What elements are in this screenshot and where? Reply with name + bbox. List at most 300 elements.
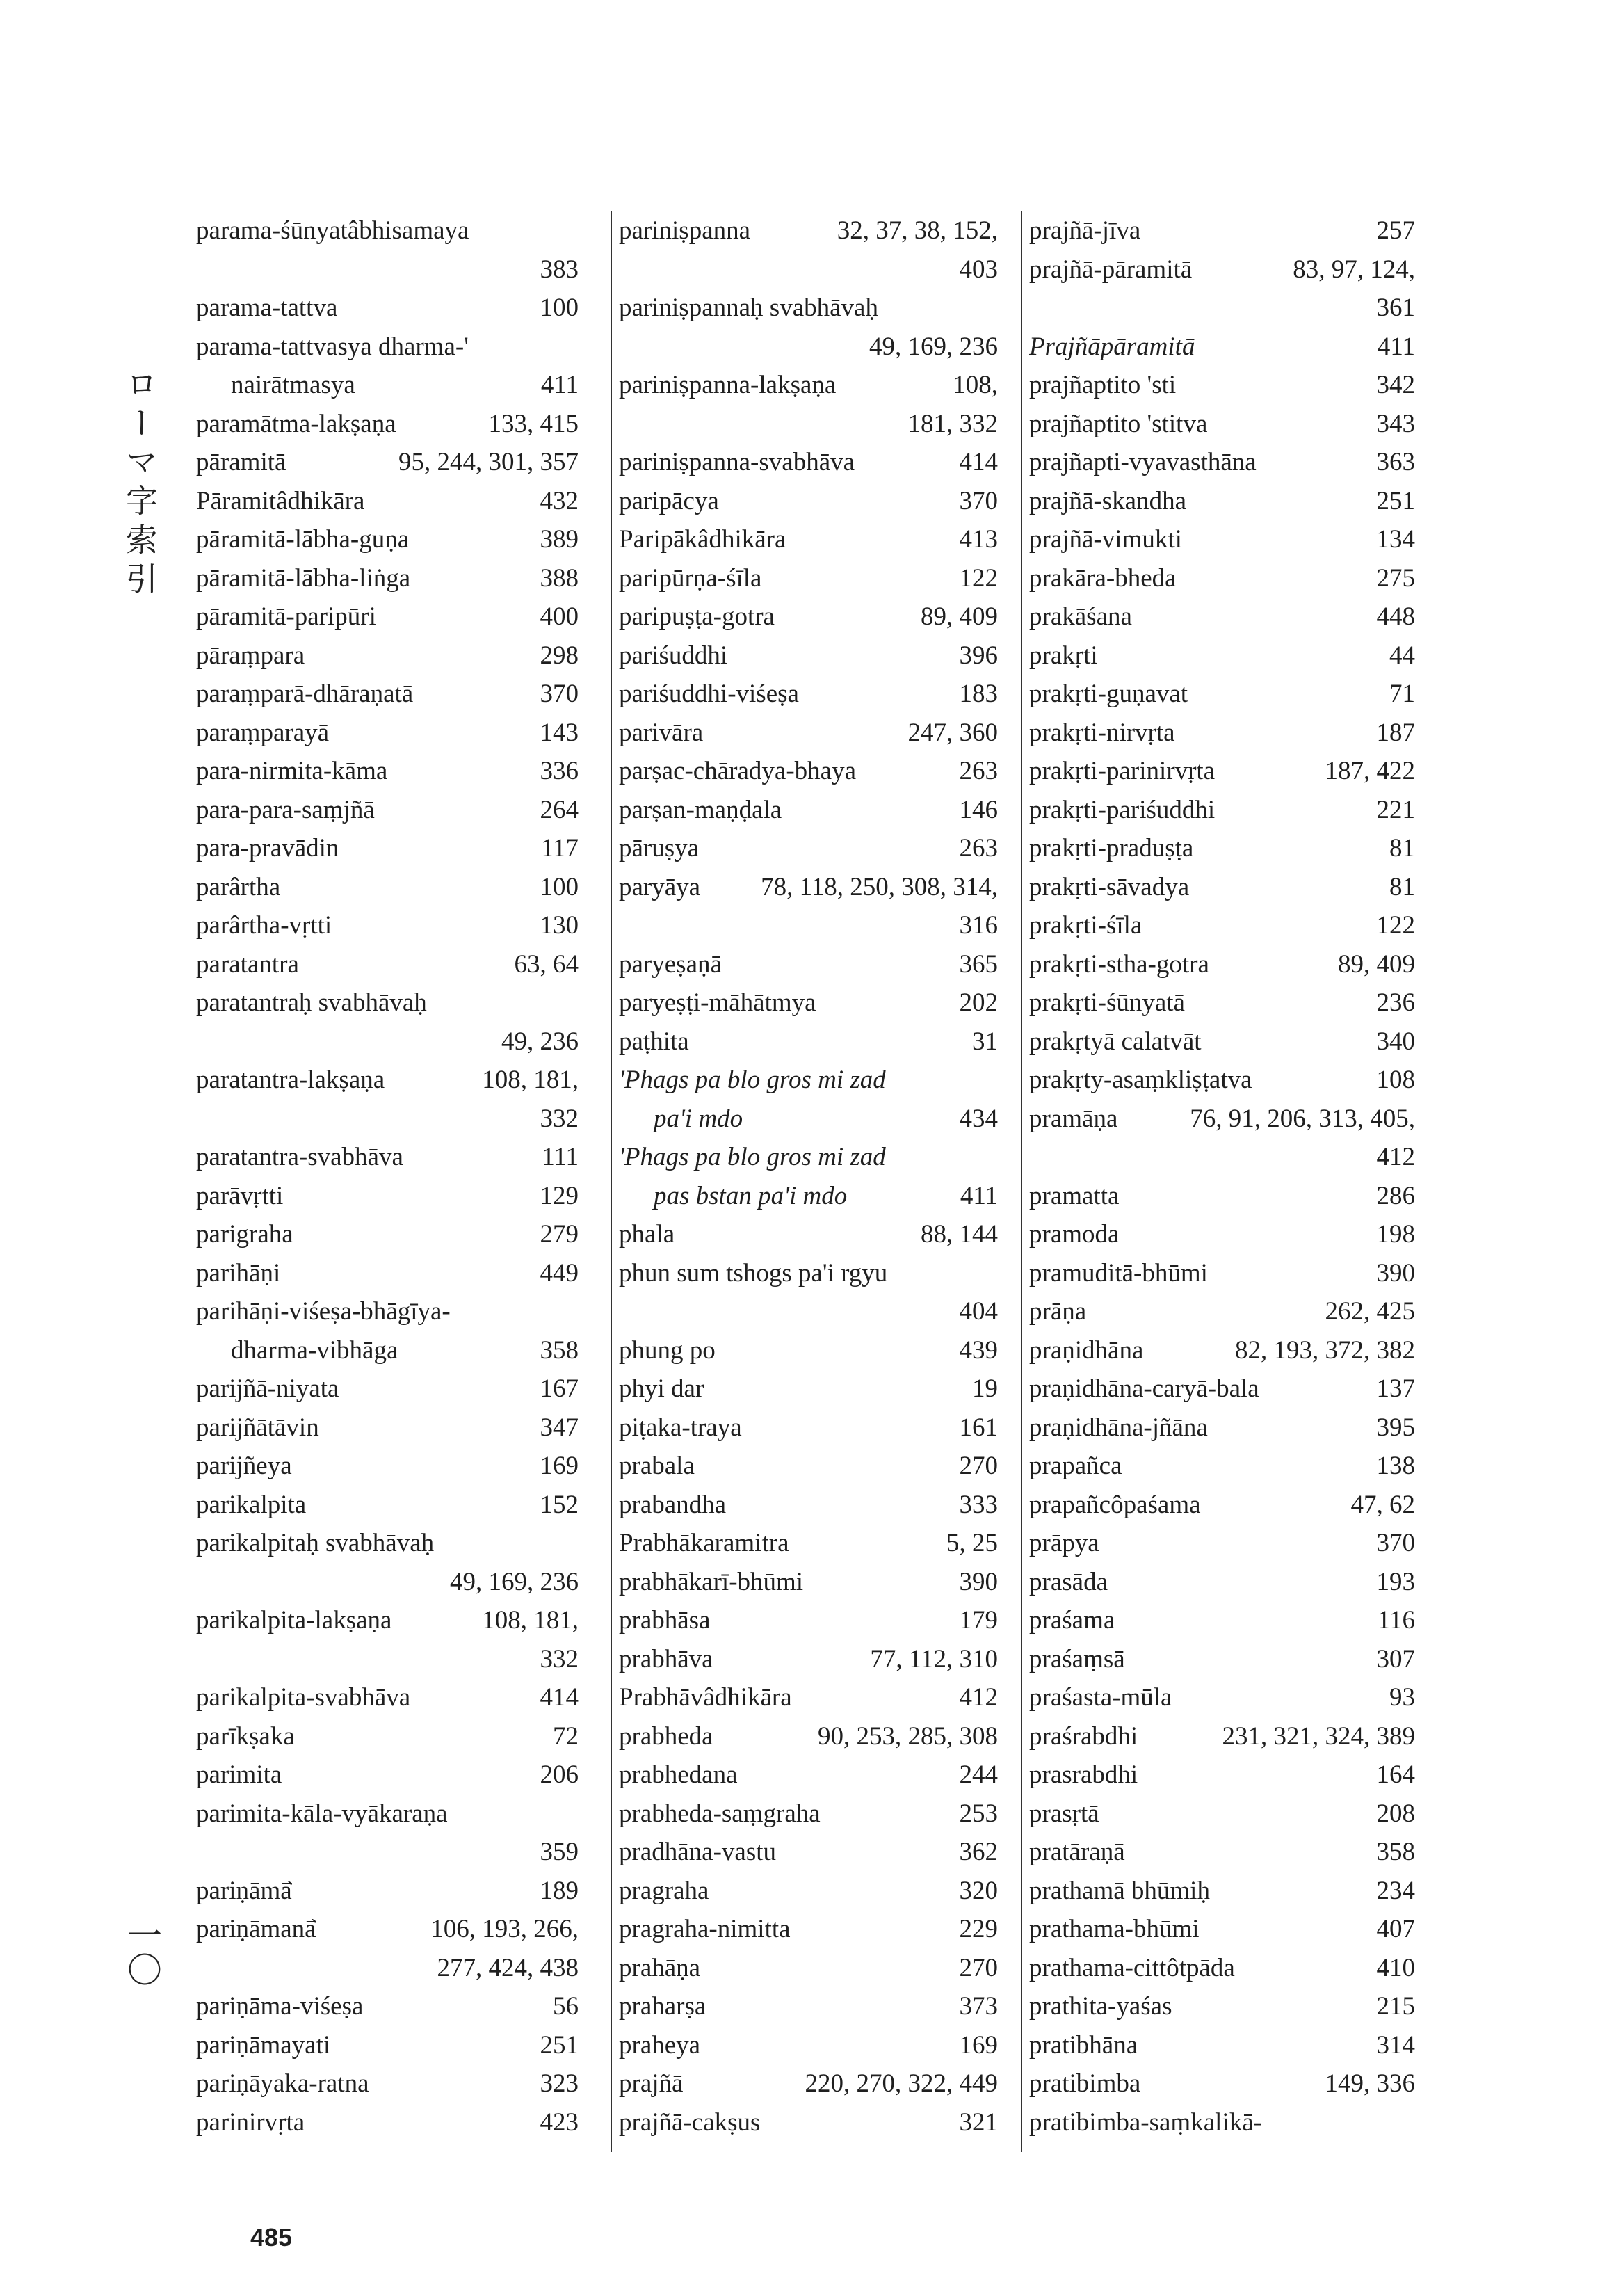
index-term: Prabhākaramitra	[619, 1529, 789, 1557]
index-pages: 396	[959, 641, 998, 670]
index-pages: 189	[540, 1876, 579, 1905]
index-pages: 262, 425	[1325, 1297, 1415, 1326]
index-pages: 44	[1389, 641, 1415, 670]
index-term: paryeṣṭi-māhātmya	[619, 988, 816, 1017]
index-term: praharṣa	[619, 1992, 706, 2021]
index-term: pariṇāmā̌	[196, 1876, 292, 1905]
index-entry	[1029, 443, 1415, 482]
index-term: para-para-saṃjñā	[196, 795, 375, 824]
index-entry	[1029, 1061, 1415, 1100]
index-entry	[196, 2103, 579, 2142]
index-entry	[196, 675, 579, 714]
index-term: paratantra	[196, 949, 299, 979]
index-term: prabheda	[619, 1721, 713, 1751]
index-entry	[196, 211, 579, 250]
index-entry	[1029, 1100, 1415, 1139]
index-term: prakṛti-guṇavat	[1029, 680, 1188, 708]
index-entry	[1029, 597, 1415, 636]
index-term: pratibimba-saṃkalikā-	[1029, 2108, 1262, 2137]
index-term: para-nirmita-kāma	[196, 757, 388, 785]
index-entry	[196, 1370, 579, 1408]
index-entry	[1029, 906, 1415, 945]
index-pages: 370	[1376, 1529, 1415, 1557]
index-entry	[619, 289, 998, 328]
index-entry	[619, 1177, 998, 1216]
index-pages: 314	[1376, 2030, 1415, 2060]
index-pages: 411	[960, 1181, 998, 1210]
index-pages: 411	[540, 371, 579, 399]
index-entry	[196, 1833, 579, 1872]
index-pages: 229	[959, 1915, 998, 1943]
index-term: piṭaka-traya	[619, 1413, 742, 1442]
index-entry	[1029, 1022, 1415, 1061]
index-term: dharma-vibhāga	[231, 1335, 398, 1365]
index-pages: 111	[542, 1143, 579, 1171]
index-term: parikalpita	[196, 1490, 307, 1519]
index-term: parama-śūnyatâbhisamaya	[196, 216, 469, 245]
index-entry	[196, 1795, 579, 1833]
index-pages: 106, 193, 266,	[430, 1915, 579, 1943]
index-pages: 129	[540, 1181, 579, 1210]
index-pages: 234	[1376, 1876, 1415, 1905]
index-entry	[1029, 2064, 1415, 2103]
index-entry	[1029, 714, 1415, 753]
index-pages: 253	[959, 1799, 998, 1828]
index-pages: 270	[959, 1953, 998, 1982]
index-pages: 432	[540, 486, 579, 515]
index-pages: 100	[540, 294, 579, 322]
index-term: paratantraḥ svabhāvaḥ	[196, 988, 427, 1017]
index-pages: 193	[1376, 1567, 1415, 1596]
index-pages: 161	[959, 1413, 998, 1442]
index-entry	[196, 1872, 579, 1911]
index-entry	[619, 1640, 998, 1679]
index-entry	[619, 211, 998, 250]
index-pages: 137	[1376, 1374, 1415, 1403]
index-pages: 49, 236	[501, 1027, 579, 1056]
index-term: prabhāva	[619, 1644, 713, 1673]
index-pages: 77, 112, 310	[870, 1644, 998, 1673]
index-entry	[1029, 1177, 1415, 1216]
index-pages: 100	[540, 872, 579, 901]
index-term: paratantra-lakṣaṇa	[196, 1066, 385, 1094]
index-term: prakṛti-parinirvṛta	[1029, 757, 1216, 785]
index-term: prakṛti-stha-gotra	[1029, 949, 1209, 979]
index-pages: 286	[1376, 1181, 1415, 1210]
index-pages: 321	[959, 2108, 998, 2137]
index-term: pāramitā	[196, 448, 286, 476]
index-entry	[619, 2064, 998, 2103]
index-pages: 359	[540, 1838, 579, 1866]
index-pages: 215	[1376, 1992, 1415, 2021]
index-entry	[619, 559, 998, 598]
index-term: pariniṣpanna	[619, 216, 751, 245]
index-pages: 82, 193, 372, 382	[1235, 1335, 1415, 1365]
index-entry	[196, 482, 579, 521]
index-pages: 134	[1376, 525, 1415, 554]
index-term: prasṛtā	[1029, 1799, 1099, 1828]
index-pages: 370	[959, 486, 998, 515]
index-entry	[196, 366, 579, 405]
index-entry	[1029, 328, 1415, 367]
index-term: prajñā-skandha	[1029, 486, 1187, 515]
index-entry	[196, 520, 579, 559]
index-entry	[619, 1833, 998, 1872]
index-pages: 270	[959, 1452, 998, 1480]
index-entry	[619, 1563, 998, 1602]
index-entry	[196, 1254, 579, 1293]
index-entry	[196, 250, 579, 289]
index-term: paryāya	[619, 872, 701, 901]
index-entry	[196, 714, 579, 753]
index-pages: 370	[540, 680, 579, 708]
index-entry	[1029, 1756, 1415, 1795]
index-term: pramoda	[1029, 1220, 1120, 1249]
index-pages: 411	[1377, 332, 1415, 361]
index-pages: 358	[1376, 1838, 1415, 1866]
index-entry	[196, 1756, 579, 1795]
index-entry	[619, 791, 998, 830]
index-entry	[196, 1061, 579, 1100]
index-term: prathama-cittôtpāda	[1029, 1953, 1235, 1982]
index-term: prasrabdhi	[1029, 1760, 1138, 1789]
index-pages: 81	[1389, 872, 1415, 901]
index-term: parīkṣaka	[196, 1721, 295, 1751]
index-term: parama-tattva	[196, 294, 338, 322]
index-term: prakṛtyā calatvāt	[1029, 1027, 1202, 1056]
index-term: paraṃparayā	[196, 718, 330, 747]
index-pages: 108,	[953, 371, 998, 399]
index-entry	[1029, 366, 1415, 405]
index-entry	[1029, 1563, 1415, 1602]
index-entry	[1029, 250, 1415, 289]
index-entry	[1029, 868, 1415, 907]
index-term: phun sum tshogs pa'i rgyu	[619, 1258, 888, 1287]
index-entry	[1029, 1717, 1415, 1756]
index-term: prathama-bhūmi	[1029, 1915, 1200, 1943]
index-term: prabala	[619, 1452, 695, 1480]
index-entry	[619, 984, 998, 1022]
index-entry	[1029, 1408, 1415, 1447]
index-pages: 138	[1376, 1452, 1415, 1480]
index-term: pariṇāmanā̌	[196, 1915, 316, 1943]
index-pages: 130	[540, 911, 579, 940]
index-pages: 231, 321, 324, 389	[1222, 1721, 1415, 1751]
index-term: parijñātāvin	[196, 1413, 319, 1442]
index-pages: 323	[540, 2069, 579, 2098]
index-pages: 181, 332	[907, 409, 998, 438]
index-term: prajñā-jīva	[1029, 216, 1141, 245]
index-entry	[196, 1022, 579, 1061]
index-entry	[1029, 1949, 1415, 1988]
index-entry	[196, 945, 579, 984]
index-pages: 263	[959, 834, 998, 862]
index-pages: 439	[959, 1335, 998, 1365]
index-pages: 448	[1376, 602, 1415, 631]
index-entry	[196, 1678, 579, 1717]
index-term: prabandha	[619, 1490, 727, 1519]
index-entry	[196, 1717, 579, 1756]
index-pages: 332	[540, 1644, 579, 1673]
index-pages: 32, 37, 38, 152,	[837, 216, 998, 245]
index-entry	[196, 1524, 579, 1563]
index-entry	[1029, 1524, 1415, 1563]
index-entry	[619, 1678, 998, 1717]
index-entry	[1029, 1486, 1415, 1525]
index-entry	[619, 482, 998, 521]
index-pages: 340	[1376, 1027, 1415, 1056]
index-entry	[1029, 1215, 1415, 1254]
index-term: parama-tattvasya dharma-'	[196, 332, 469, 361]
index-entry	[196, 1640, 579, 1679]
index-entry	[196, 1486, 579, 1525]
index-entry	[1029, 675, 1415, 714]
index-entry	[619, 1292, 998, 1331]
index-pages: 164	[1376, 1760, 1415, 1789]
index-term: Prabhāvâdhikāra	[619, 1683, 792, 1712]
index-pages: 332	[540, 1104, 579, 1133]
index-entry	[1029, 1601, 1415, 1640]
index-term: pratibhāna	[1029, 2030, 1138, 2060]
index-pages: 365	[959, 949, 998, 979]
index-entry	[1029, 1678, 1415, 1717]
index-pages: 361	[1376, 294, 1415, 322]
index-pages: 88, 144	[921, 1220, 998, 1249]
index-pages: 434	[959, 1104, 998, 1133]
index-entry	[1029, 791, 1415, 830]
index-pages: 257	[1376, 216, 1415, 245]
index-term: paripācya	[619, 486, 719, 515]
index-pages: 133, 415	[488, 409, 579, 438]
index-term: prathita-yaśas	[1029, 1992, 1172, 2021]
index-entry	[196, 405, 579, 444]
index-term: Prajñāpāramitā	[1029, 332, 1195, 361]
index-term: prakṛti-sāvadya	[1029, 872, 1190, 901]
index-term: parârtha-vṛtti	[196, 911, 332, 940]
index-pages: 89, 409	[921, 602, 998, 631]
index-pages: 56	[553, 1992, 579, 2021]
index-entry	[196, 752, 579, 791]
index-term: parṣac-chāradya-bhaya	[619, 757, 856, 785]
index-term: prakṛti-pariśuddhi	[1029, 795, 1216, 824]
index-pages: 90, 253, 285, 308	[818, 1721, 998, 1751]
index-term: pragraha-nimitta	[619, 1915, 791, 1943]
index-entry	[196, 1563, 579, 1602]
index-term: pramāṇa	[1029, 1104, 1118, 1133]
index-term: parihāṇi-viśeṣa-bhāgīya-	[196, 1297, 451, 1326]
index-entry	[1029, 636, 1415, 675]
index-term: pariniṣpannaḥ svabhāvaḥ	[619, 294, 878, 322]
index-term: prapañcôpaśama	[1029, 1490, 1201, 1519]
index-entry	[196, 1408, 579, 1447]
index-pages: 19	[972, 1374, 998, 1403]
index-term: pāraṃpara	[196, 641, 305, 670]
index-term: parijñā-niyata	[196, 1374, 339, 1403]
index-term: pariśuddhi	[619, 641, 728, 670]
index-term: parârtha	[196, 872, 281, 901]
index-pages: 47, 62	[1350, 1490, 1415, 1519]
index-pages: 362	[959, 1838, 998, 1866]
index-term: pragraha	[619, 1876, 709, 1905]
index-pages: 183	[959, 680, 998, 708]
index-term: pas bstan pa'i mdo	[654, 1181, 848, 1210]
index-term: praśrabdhi	[1029, 1721, 1138, 1751]
index-term: phyi dar	[619, 1374, 704, 1403]
index-entry	[1029, 752, 1415, 791]
index-entry	[196, 1987, 579, 2026]
index-pages: 413	[959, 525, 998, 554]
index-term: parṣan-maṇḍala	[619, 795, 782, 824]
index-pages: 221	[1376, 795, 1415, 824]
index-entry	[619, 1138, 998, 1177]
index-pages: 108, 181,	[482, 1606, 579, 1635]
index-pages: 343	[1376, 409, 1415, 438]
index-entry	[1029, 984, 1415, 1022]
index-term: prāpya	[1029, 1529, 1099, 1557]
index-pages: 167	[540, 1374, 579, 1403]
index-entry	[619, 2026, 998, 2065]
index-term: paryeṣaṇā	[619, 949, 722, 979]
index-entry	[619, 2103, 998, 2142]
index-pages: 117	[540, 834, 579, 862]
index-entry	[619, 945, 998, 984]
index-term: pariṇāyaka-ratna	[196, 2069, 369, 2098]
index-term: 'Phags pa blo gros mi zad	[619, 1143, 886, 1171]
index-term: prajñā-vimukti	[1029, 525, 1182, 554]
index-pages: 388	[540, 563, 579, 593]
index-entry	[619, 1987, 998, 2026]
index-entry	[196, 829, 579, 868]
index-term: pratibimba	[1029, 2069, 1141, 2098]
index-term: praṇidhāna-caryā-bala	[1029, 1374, 1259, 1403]
index-term: prapañca	[1029, 1452, 1122, 1480]
index-term: paripūrṇa-śīla	[619, 563, 762, 593]
index-pages: 72	[553, 1721, 579, 1751]
index-pages: 5, 25	[946, 1529, 998, 1557]
index-pages: 307	[1376, 1644, 1415, 1673]
index-pages: 116	[1377, 1606, 1415, 1635]
index-term: prakṛti	[1029, 641, 1098, 670]
index-entry	[619, 1486, 998, 1525]
index-pages: 410	[1376, 1953, 1415, 1982]
index-term: prakṛti-śūnyatā	[1029, 988, 1185, 1017]
index-pages: 400	[540, 602, 579, 631]
index-pages: 63, 64	[514, 949, 579, 979]
index-pages: 373	[959, 1992, 998, 2021]
index-term: prathamā bhūmiḥ	[1029, 1876, 1210, 1905]
index-term: prabhāsa	[619, 1606, 711, 1635]
index-entry	[196, 868, 579, 907]
index-entry	[619, 1061, 998, 1100]
index-pages: 316	[959, 911, 998, 940]
index-term: pramuditā-bhūmi	[1029, 1258, 1208, 1287]
index-entry	[1029, 559, 1415, 598]
index-pages: 363	[1376, 448, 1415, 476]
index-pages: 414	[959, 448, 998, 476]
index-pages: 320	[959, 1876, 998, 1905]
index-term: pāruṣya	[619, 834, 700, 862]
index-entry	[1029, 520, 1415, 559]
index-entry	[1029, 211, 1415, 250]
index-term: prāṇa	[1029, 1297, 1087, 1326]
index-term: pratāraṇā	[1029, 1838, 1125, 1866]
index-entry	[196, 1331, 579, 1370]
index-pages: 179	[959, 1606, 998, 1635]
index-entry	[619, 868, 998, 907]
index-term: praśasta-mūla	[1029, 1683, 1172, 1712]
index-term: parivāra	[619, 718, 704, 747]
index-pages: 412	[1376, 1143, 1415, 1171]
index-entry	[619, 1524, 998, 1563]
index-term: prajñapti-vyavasthāna	[1029, 448, 1257, 476]
index-pages: 49, 169, 236	[450, 1567, 579, 1596]
index-pages: 143	[540, 718, 579, 747]
index-entry	[1029, 289, 1415, 328]
index-pages: 31	[972, 1027, 998, 1056]
index-pages: 389	[540, 525, 579, 554]
index-pages: 390	[1376, 1258, 1415, 1287]
index-pages: 81	[1389, 834, 1415, 862]
index-entry	[196, 2064, 579, 2103]
index-entry	[1029, 1872, 1415, 1911]
index-entry	[619, 443, 998, 482]
index-entry	[196, 1601, 579, 1640]
index-term: paramātma-lakṣaṇa	[196, 409, 396, 438]
index-pages: 202	[959, 988, 998, 1017]
index-term: prabheda-saṃgraha	[619, 1799, 821, 1828]
index-entry	[1029, 1910, 1415, 1949]
index-term: parinirvṛta	[196, 2108, 305, 2137]
index-entry	[619, 1872, 998, 1911]
index-term: para-pravādin	[196, 834, 339, 862]
index-term: paṭhita	[619, 1027, 689, 1056]
index-entry	[619, 906, 998, 945]
index-pages: 263	[959, 757, 998, 785]
index-entry	[1029, 482, 1415, 521]
index-term: prajñā-pāramitā	[1029, 255, 1193, 284]
index-term: Pāramitâdhikāra	[196, 486, 365, 515]
index-pages: 264	[540, 795, 579, 824]
index-term: prajñā-cakṣus	[619, 2108, 761, 2137]
index-entry	[619, 1331, 998, 1370]
index-term: prakṛti-nirvṛta	[1029, 718, 1175, 747]
index-pages: 149, 336	[1325, 2069, 1415, 2098]
index-pages: 187, 422	[1325, 757, 1415, 785]
index-entry	[196, 559, 579, 598]
index-pages: 423	[540, 2108, 579, 2137]
index-pages: 412	[959, 1683, 998, 1712]
index-pages: 390	[959, 1567, 998, 1596]
index-entry	[619, 1370, 998, 1408]
index-pages: 89, 409	[1338, 949, 1415, 979]
index-term: pariniṣpanna-lakṣaṇa	[619, 371, 837, 399]
index-term: praheya	[619, 2030, 701, 2060]
index-term: paratantra-svabhāva	[196, 1143, 403, 1171]
index-entry	[196, 443, 579, 482]
index-entry	[619, 675, 998, 714]
index-term: praṇidhāna	[1029, 1335, 1144, 1365]
index-entry	[619, 1215, 998, 1254]
index-term: Paripākâdhikāra	[619, 525, 786, 554]
index-entry	[619, 1100, 998, 1139]
index-pages: 236	[1376, 988, 1415, 1017]
index-pages: 383	[540, 255, 579, 284]
index-entry	[196, 636, 579, 675]
index-entry	[196, 289, 579, 328]
index-pages: 198	[1376, 1220, 1415, 1249]
index-pages: 277, 424, 438	[437, 1953, 579, 1982]
index-entry	[1029, 945, 1415, 984]
